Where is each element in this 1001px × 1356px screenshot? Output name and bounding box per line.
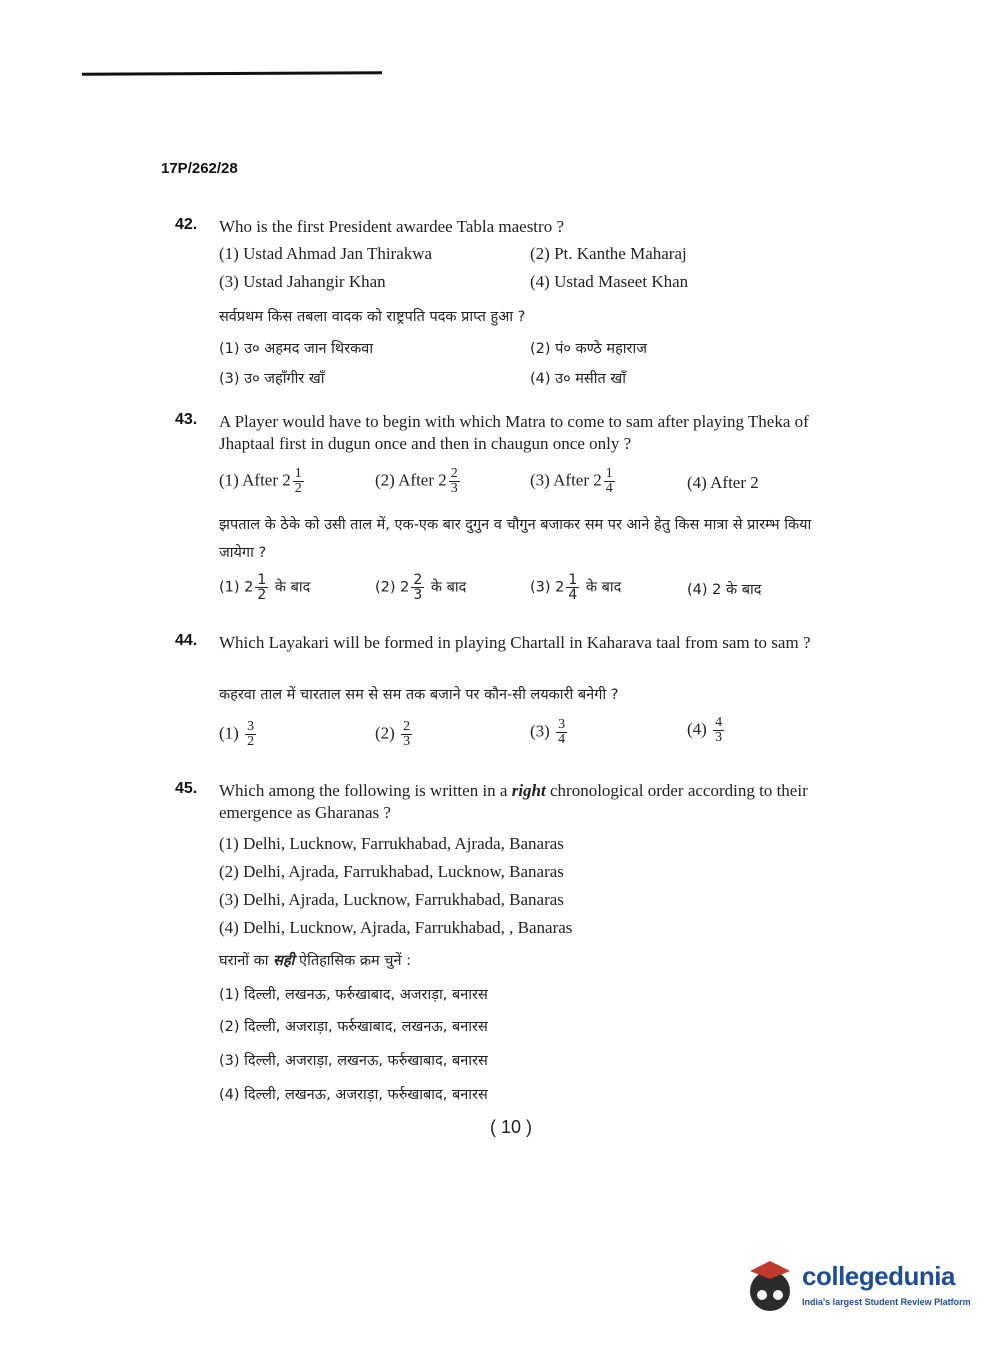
question-text-hi: घरानों का सही ऐतिहासिक क्रम चुनें : xyxy=(219,953,412,969)
option-2-en: (2) After 2 $\frac{2}{3}$ xyxy=(375,466,458,496)
option-2-hi: (2) 2 $\frac{2}{3}$ के बाद xyxy=(375,572,467,603)
option-4-en: (4) Ustad Maseet Khan xyxy=(530,272,689,291)
option-3-en: (3) After 2 $\frac{1}{4}$ xyxy=(530,466,613,496)
page-number: ( 10 ) xyxy=(490,1117,533,1137)
option-3-hi: (3) दिल्ली, अजराड़ा, लखनऊ, फर्रुखाबाद, बनारस xyxy=(219,1053,488,1069)
brand-tagline: India's largest Student Review Platform xyxy=(802,1297,971,1307)
option-2-hi: (2) पं० कण्ठे महाराज xyxy=(530,341,648,357)
paper-code: 17P/262/28 xyxy=(161,160,238,177)
question-text-en: Which Layakari will be formed in playing Chartall in Kaharava taal from sam to sam ? xyxy=(219,633,811,652)
option-2-en: (2) Pt. Kanthe Maharaj xyxy=(530,244,687,263)
question-number: 42. xyxy=(175,216,198,233)
question-text-en: Which among the following is written in a right chronological order according to their emergence as Gharanas ? xyxy=(219,781,808,822)
option-1-hi: (1) दिल्ली, लखनऊ, फर्रुखाबाद, अजराड़ा, बनारस xyxy=(219,987,488,1003)
question-text-hi: सर्वप्रथम किस तबला वादक को राष्ट्रपति पदक प्राप्त हुआ ? xyxy=(219,309,526,325)
question-number: 44. xyxy=(175,632,198,649)
option-2: (2) $\frac{2}{3}$ xyxy=(375,719,411,749)
option-4: (4) $\frac{4}{3}$ xyxy=(687,715,723,745)
question-42 xyxy=(175,216,840,396)
option-4-en: (4) After 2 xyxy=(687,473,759,492)
option-4-en: (4) Delhi, Lucknow, Ajrada, Farrukhabad, , Banaras xyxy=(219,918,573,937)
option-3-hi: (3) 2 $\frac{1}{4}$ के बाद xyxy=(530,572,622,603)
option-1-hi: (1) 2 $\frac{1}{2}$ के बाद xyxy=(219,572,311,603)
top-rule xyxy=(82,71,382,76)
question-text-en: Who is the first President awardee Tabla maestro ? xyxy=(219,217,564,236)
option-4-hi: (4) 2 के बाद xyxy=(687,582,762,598)
question-text-en: A Player would have to begin with which Matra to come to sam after playing Theka of Jhaptaal first in dugun once and then in chaugun once only ? xyxy=(219,412,809,453)
question-44 xyxy=(175,632,840,767)
option-3-hi: (3) उ० जहाँगीर खाँ xyxy=(219,371,325,387)
question-number: 45. xyxy=(175,780,198,797)
option-1: (1) $\frac{3}{2}$ xyxy=(219,719,255,749)
question-45 xyxy=(175,780,840,1110)
option-1-hi: (1) उ० अहमद जान थिरकवा xyxy=(219,341,374,357)
option-3-en: (3) Ustad Jahangir Khan xyxy=(219,272,386,291)
option-2-en: (2) Delhi, Ajrada, Farrukhabad, Lucknow, Banaras xyxy=(219,862,564,881)
option-1-en: (1) After 2 $\frac{1}{2}$ xyxy=(219,466,302,496)
brand-name: collegedunia xyxy=(802,1261,955,1291)
option-4-hi: (4) उ० मसीत खाँ xyxy=(530,371,626,387)
option-3: (3) $\frac{3}{4}$ xyxy=(530,717,566,747)
option-3-en: (3) Delhi, Ajrada, Lucknow, Farrukhabad, Banaras xyxy=(219,890,564,909)
option-1-en: (1) Delhi, Lucknow, Farrukhabad, Ajrada, Banaras xyxy=(219,834,564,853)
question-number: 43. xyxy=(175,411,198,428)
option-2-hi: (2) दिल्ली, अजराड़ा, फर्रुखाबाद, लखनऊ, बनारस xyxy=(219,1019,488,1035)
option-4-hi: (4) दिल्ली, लखनऊ, अजराड़ा, फर्रुखाबाद, बनारस xyxy=(219,1087,488,1103)
question-text-hi: झपताल के ठेके को उसी ताल में, एक-एक बार दुगुन व चौगुन बजाकर सम पर आने हेतु किस मात्रा से प्रारम्भ किया जायेगा ? xyxy=(219,517,812,561)
collegedunia-logo xyxy=(742,1255,972,1317)
question-text-hi: कहरवा ताल में चारताल सम से सम तक बजाने पर कौन-सी लयकारी बनेगी ? xyxy=(219,687,619,703)
option-1-en: (1) Ustad Ahmad Jan Thirakwa xyxy=(219,244,433,263)
question-43 xyxy=(175,411,840,621)
mascot-icon xyxy=(742,1255,798,1317)
